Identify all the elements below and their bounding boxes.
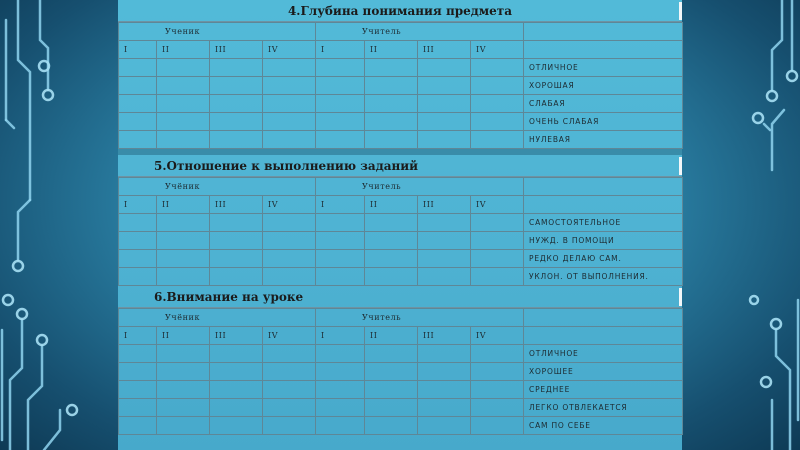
row-label: САМОСТОЯТЕЛЬНОЕ (524, 214, 683, 232)
section-title (118, 0, 682, 22)
numeral-cell: IV (263, 196, 316, 214)
numeral-cell: II (157, 41, 210, 59)
teacher-header: Учитель (316, 309, 524, 327)
numeral-row (119, 41, 683, 59)
row-label: УКЛОН. ОТ ВЫПОЛНЕНИЯ. (524, 268, 683, 286)
numeral-cell: I (119, 41, 157, 59)
student-header: Ученик (119, 23, 316, 41)
numeral-row (119, 327, 683, 345)
section-task-attitude (118, 155, 682, 286)
numeral-cell: III (418, 41, 471, 59)
numeral-cell: I (316, 327, 365, 345)
student-header: Учёник (119, 309, 316, 327)
table-row (119, 77, 683, 95)
student-header: Учёник (119, 178, 316, 196)
table-row (119, 59, 683, 77)
numeral-cell: III (418, 327, 471, 345)
numeral-cell: I (119, 327, 157, 345)
label-header (524, 23, 683, 41)
table-row (119, 399, 683, 417)
numeral-cell: III (210, 196, 263, 214)
section-attention (118, 286, 682, 435)
numeral-cell: II (157, 327, 210, 345)
label-header (524, 178, 683, 196)
title-divider (679, 157, 682, 175)
numeral-cell: IV (263, 41, 316, 59)
numeral-cell: IV (471, 327, 524, 345)
table-row (119, 417, 683, 435)
numeral-cell: III (210, 41, 263, 59)
title-divider (679, 288, 682, 306)
numeral-cell: IV (471, 196, 524, 214)
table-row (119, 131, 683, 149)
row-label: ХОРОШАЯ (524, 77, 683, 95)
circuit-decoration-right (680, 0, 800, 450)
numeral-cell: IV (471, 41, 524, 59)
numeral-cell: IV (263, 327, 316, 345)
section-title (118, 155, 682, 177)
empty-cell (524, 327, 683, 345)
table-row (119, 250, 683, 268)
title-divider (679, 2, 682, 20)
table-row (119, 214, 683, 232)
table-row (119, 113, 683, 131)
row-label: РЕДКО ДЕЛАЮ САМ. (524, 250, 683, 268)
table-row (119, 95, 683, 113)
numeral-cell: II (157, 196, 210, 214)
table-row (119, 268, 683, 286)
row-label: ЛЕГКО ОТВЛЕКАЕТСЯ (524, 399, 683, 417)
numeral-cell: I (316, 41, 365, 59)
empty-cell (524, 196, 683, 214)
section-title-text: 4.Глубина понимания предмета (287, 4, 513, 18)
numeral-cell: II (365, 327, 418, 345)
table-row (119, 363, 683, 381)
rating-table (118, 22, 683, 149)
numeral-cell: III (210, 327, 263, 345)
table-header-row (119, 309, 683, 327)
row-label: ХОРОШЕЕ (524, 363, 683, 381)
teacher-header: Учитель (316, 178, 524, 196)
numeral-row (119, 196, 683, 214)
rating-table (118, 308, 683, 435)
numeral-cell: I (119, 196, 157, 214)
numeral-cell: II (365, 196, 418, 214)
table-header-row (119, 178, 683, 196)
survey-sheet (118, 0, 682, 450)
row-label: СЛАБАЯ (524, 95, 683, 113)
section-title-text: 5.Отношение к выполнению заданий (154, 159, 419, 173)
row-label: НУЖД. В ПОМОЩИ (524, 232, 683, 250)
table-row (119, 232, 683, 250)
row-label: ОТЛИЧНОЕ (524, 59, 683, 77)
section-title (118, 286, 682, 308)
section-title-text: 6.Внимание на уроке (154, 290, 304, 304)
numeral-cell: II (365, 41, 418, 59)
rating-table (118, 177, 683, 286)
row-label: СРЕДНЕЕ (524, 381, 683, 399)
numeral-cell: III (418, 196, 471, 214)
row-label: ОЧЕНЬ СЛАБАЯ (524, 113, 683, 131)
row-label: НУЛЕВАЯ (524, 131, 683, 149)
row-label: САМ ПО СЕБЕ (524, 417, 683, 435)
row-label: ОТЛИЧНОЕ (524, 345, 683, 363)
label-header (524, 309, 683, 327)
table-row (119, 381, 683, 399)
table-row (119, 345, 683, 363)
circuit-decoration-left (0, 0, 120, 450)
numeral-cell: I (316, 196, 365, 214)
empty-cell (524, 41, 683, 59)
table-header-row (119, 23, 683, 41)
section-understanding (118, 0, 682, 149)
teacher-header: Учитель (316, 23, 524, 41)
